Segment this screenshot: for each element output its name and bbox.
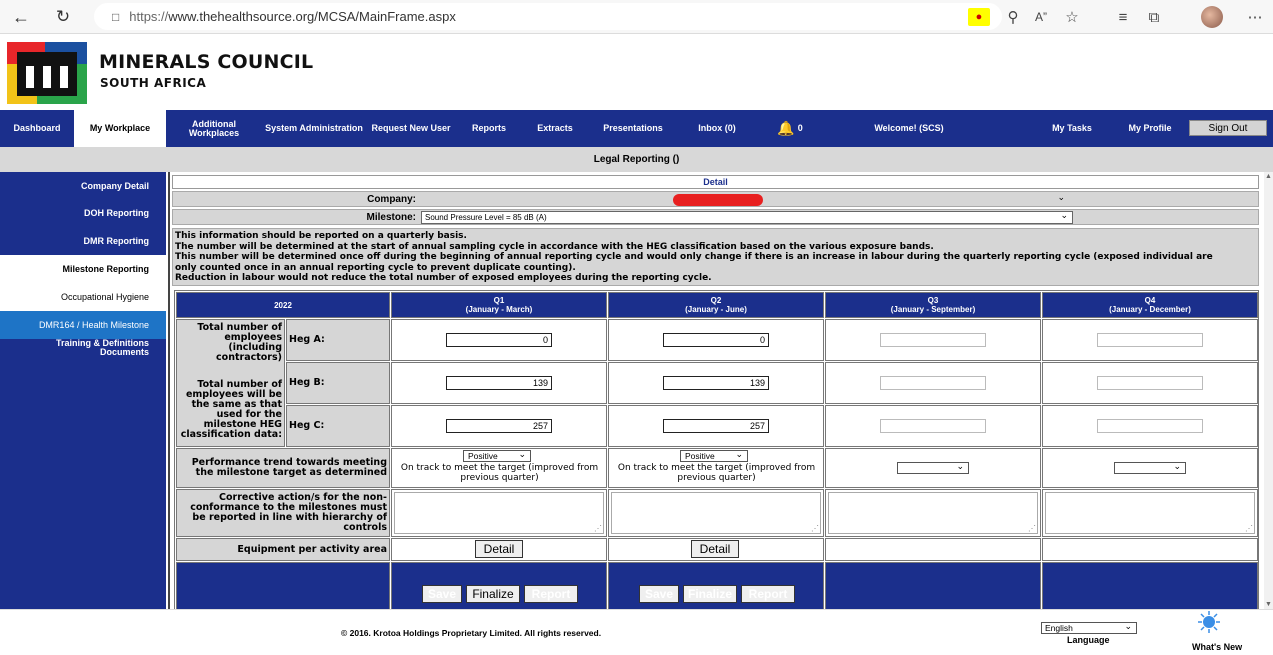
q2-heg-a-cell — [608, 319, 824, 361]
q3-actions-cell — [825, 562, 1041, 609]
heg-c-cell — [286, 405, 390, 447]
nav-additional-line2: Workplaces — [188, 127, 240, 138]
q3-heg-c-cell — [825, 405, 1041, 447]
actions-blank-cell — [176, 562, 390, 609]
q2-trend-cell — [608, 448, 824, 488]
back-icon[interactable]: ← — [12, 6, 30, 27]
q1-heg-a-input[interactable]: 0 — [446, 333, 552, 347]
milestone-value: Sound Pressure Level = 85 dB (A) — [425, 213, 547, 222]
info-line: This number will be determined once off during the beginning of annual reporting cycle and would only change if there is an increase in labour during the quarterly reporting cycle (exposed individual are — [175, 252, 1213, 262]
info-text-box — [172, 228, 1259, 286]
logo-subtitle: SOUTH AFRICA — [100, 76, 207, 90]
q1-trend-text: On track to meet the target (improved from previous quarter) — [400, 463, 599, 483]
q3-trend-cell — [825, 448, 1041, 488]
main-content — [168, 172, 1263, 609]
header-logo-area — [0, 34, 1273, 110]
redacted-company-name — [673, 194, 763, 206]
nav-extracts[interactable]: Extracts — [537, 123, 573, 133]
sidebar-item-training[interactable] — [0, 339, 166, 361]
info-line: The number will be determined at the start of annual sampling cycle in accordance with the HEG classification based on the various exposure bands. — [175, 241, 934, 252]
q2-heg-c-input[interactable]: 257 — [663, 419, 769, 433]
favorites-icon[interactable]: ≡ — [1118, 8, 1128, 26]
chevron-down-icon: ⌄ — [518, 449, 526, 459]
q2-detail-button[interactable]: Detail — [691, 540, 739, 558]
chevron-down-icon: ⌄ — [1124, 621, 1132, 631]
sign-out-button[interactable]: Sign Out — [1189, 120, 1267, 136]
q4-heg-c-input[interactable] — [1097, 419, 1203, 433]
q4-title: Q4 — [1144, 296, 1156, 305]
q2-heg-c-cell — [608, 405, 824, 447]
browser-toolbar — [0, 0, 1273, 34]
q1-finalize-button[interactable]: Finalize — [466, 585, 520, 603]
profile-avatar[interactable] — [1201, 6, 1223, 28]
resize-grip-icon: ⋰ — [594, 524, 602, 533]
q2-heg-a-input[interactable]: 0 — [663, 333, 769, 347]
q1-report-button[interactable]: Report — [524, 585, 578, 603]
total-employees-label-cell — [176, 319, 285, 447]
q4-corrective-cell — [1042, 489, 1258, 537]
q4-trend-select[interactable] — [1114, 462, 1186, 474]
heg-a-cell — [286, 319, 390, 361]
q1-equipment-cell — [391, 538, 607, 561]
q3-corrective-cell — [825, 489, 1041, 537]
q2-trend-text: On track to meet the target (improved from previous quarter) — [617, 463, 816, 483]
year-header — [176, 292, 390, 318]
q1-corrective-cell — [391, 489, 607, 537]
url-protocol: https:// — [129, 9, 169, 24]
resize-grip-icon: ⋰ — [1245, 524, 1253, 533]
q4-corrective-textarea[interactable] — [1045, 492, 1255, 534]
q1-actions-cell — [391, 562, 607, 609]
detail-header: Detail — [172, 175, 1259, 189]
chevron-down-icon: ⌄ — [735, 449, 743, 459]
nav-additional-line1: Additional — [192, 118, 236, 129]
sidebar — [0, 172, 166, 609]
sidebar-item-milestone-reporting[interactable]: Milestone Reporting — [0, 255, 166, 283]
performance-label-cell — [176, 448, 390, 488]
collections-icon[interactable]: ⧉ — [1148, 8, 1160, 26]
year-text: 2022 — [274, 300, 292, 310]
equipment-label-cell — [176, 538, 390, 561]
q1-heg-b-cell — [391, 362, 607, 404]
q4-actions-cell — [1042, 562, 1258, 609]
q4-heg-b-input[interactable] — [1097, 376, 1203, 390]
scroll-up-icon[interactable]: ▲ — [1265, 173, 1272, 180]
scroll-down-icon[interactable]: ▼ — [1265, 601, 1272, 608]
nav-request-new-user[interactable]: Request New User — [371, 123, 451, 133]
info-line: This information should be reported on a quarterly basis. — [175, 231, 467, 241]
favorite-add-icon[interactable]: ☆ — [1065, 9, 1079, 26]
performance-label: Performance trend towards meeting the milestone target as determined — [191, 457, 387, 478]
q3-title: Q3 — [927, 296, 939, 305]
sidebar-training-line1: Training & Definitions — [55, 338, 149, 348]
total-employees-label-2: Total number of employees will be the same as that used for the milestone HEG classification data: — [180, 379, 282, 440]
q2-header — [608, 292, 824, 318]
heg-c-label: Heg C: — [289, 420, 325, 431]
nav-system-administration[interactable]: System Administration — [265, 123, 363, 133]
q1-heg-c-cell — [391, 405, 607, 447]
q2-title: Q2 — [710, 296, 722, 305]
main-navbar — [0, 110, 1273, 147]
q1-header — [391, 292, 607, 318]
sidebar-item-dmr-reporting[interactable]: DMR Reporting — [83, 236, 149, 246]
q2-actions-cell — [608, 562, 824, 609]
nav-presentations[interactable]: Presentations — [603, 123, 663, 133]
q4-trend-cell — [1042, 448, 1258, 488]
content-scrollbar[interactable] — [1264, 172, 1273, 609]
q1-trend-value: Positive — [468, 451, 498, 461]
nav-inbox[interactable]: Inbox (0) — [698, 123, 736, 133]
q1-heg-a-cell — [391, 319, 607, 361]
chevron-down-icon: ⌄ — [956, 461, 964, 471]
url-text: www.thehealthsource.org/MCSA/MainFrame.aspx — [168, 9, 456, 24]
language-label: Language — [1067, 635, 1110, 645]
q2-heg-b-cell — [608, 362, 824, 404]
total-employees-label-1: Total number of employees (including contractors) — [197, 322, 282, 363]
company-label: Company: — [367, 194, 416, 205]
bell-count: 0 — [797, 123, 803, 133]
q3-range: (January - September) — [890, 305, 976, 314]
page-info-icon[interactable]: □ — [112, 9, 120, 24]
key-icon[interactable]: ⚲ — [1007, 9, 1019, 26]
nav-my-tasks[interactable]: My Tasks — [1052, 123, 1092, 133]
read-aloud-icon[interactable]: A” — [1035, 10, 1047, 24]
sidebar-item-doh-reporting[interactable]: DOH Reporting — [84, 208, 149, 218]
resize-grip-icon: ⋰ — [1028, 524, 1036, 533]
q4-range: (January - December) — [1109, 305, 1191, 314]
sidebar-item-occupational-hygiene[interactable]: Occupational Hygiene — [0, 283, 166, 311]
q1-heg-c-input[interactable]: 257 — [446, 419, 552, 433]
info-line: only counted once in an annual reporting cycle to prevent duplicate counting). — [175, 262, 576, 273]
milestone-select[interactable] — [421, 211, 1073, 224]
page-title: Legal Reporting () — [0, 147, 1273, 172]
sidebar-item-company-detail[interactable]: Company Detail — [80, 181, 149, 191]
footer — [0, 609, 1273, 655]
minerals-council-logo-icon — [7, 42, 87, 104]
q1-trend-select[interactable] — [463, 450, 531, 462]
address-bar[interactable] — [94, 3, 1002, 30]
nav-my-workplace[interactable]: My Workplace — [74, 110, 166, 147]
q4-heg-c-cell — [1042, 405, 1258, 447]
company-select[interactable] — [423, 193, 1069, 206]
sidebar-training-line2: Documents — [99, 347, 149, 357]
q2-corrective-textarea[interactable] — [611, 492, 821, 534]
q3-heg-a-cell — [825, 319, 1041, 361]
language-value: English — [1045, 623, 1073, 633]
q2-trend-select[interactable] — [680, 450, 748, 462]
q4-equipment-cell — [1042, 538, 1258, 561]
nav-notifications[interactable] — [772, 110, 808, 147]
corrective-label-cell — [176, 489, 390, 537]
milestone-row — [172, 209, 1259, 225]
copyright-text: © 2016. Krotoa Holdings Proprietary Limited. All rights reserved. — [341, 628, 602, 638]
refresh-icon[interactable]: ↻ — [55, 7, 71, 26]
nav-dashboard[interactable]: Dashboard — [13, 123, 61, 133]
q2-trend-value: Positive — [685, 451, 715, 461]
extension-icon[interactable]: ● — [968, 8, 990, 26]
q1-save-button[interactable]: Save — [422, 585, 462, 603]
q2-finalize-button[interactable]: Finalize — [683, 585, 737, 603]
chevron-down-icon: ⌄ — [1060, 210, 1068, 220]
heg-b-label: Heg B: — [289, 377, 325, 388]
q4-header — [1042, 292, 1258, 318]
q3-heg-a-input[interactable] — [880, 333, 986, 347]
q2-report-button[interactable]: Report — [741, 585, 795, 603]
whats-new-link[interactable]: What's New — [1192, 642, 1243, 652]
q3-heg-b-cell — [825, 362, 1041, 404]
nav-additional-workplaces[interactable] — [180, 110, 248, 147]
q4-heg-a-input[interactable] — [1097, 333, 1203, 347]
corrective-label: Corrective action/s for the non-conformance to the milestones must be reported in line with hierarchy of controls — [190, 492, 387, 533]
q1-range: (January - March) — [465, 305, 533, 314]
chevron-down-icon: ⌄ — [1057, 192, 1065, 202]
company-row — [172, 191, 1259, 207]
q3-header — [825, 292, 1041, 318]
milestone-grid — [174, 290, 1259, 609]
sidebar-item-dmr164[interactable]: DMR164 / Health Milestone — [0, 311, 166, 339]
q4-heg-b-cell — [1042, 362, 1258, 404]
nav-my-profile[interactable]: My Profile — [1128, 123, 1172, 133]
q2-corrective-cell — [608, 489, 824, 537]
q2-range: (January - June) — [685, 305, 747, 314]
q1-detail-button[interactable]: Detail — [475, 540, 523, 558]
heg-a-label: Heg A: — [289, 334, 325, 345]
equipment-label: Equipment per activity area — [237, 544, 387, 555]
welcome-text: Welcome! (SCS) — [874, 123, 944, 133]
info-line: Reduction in labour would not reduce the total number of exposed employees during the reporting cycle. — [175, 273, 712, 283]
whats-new-icon[interactable] — [1198, 611, 1220, 633]
q3-corrective-textarea[interactable] — [828, 492, 1038, 534]
more-icon[interactable]: ⋯ — [1247, 9, 1263, 26]
language-select[interactable] — [1041, 622, 1137, 634]
q2-equipment-cell — [608, 538, 824, 561]
q1-heg-b-input[interactable]: 139 — [446, 376, 552, 390]
q3-heg-b-input[interactable] — [880, 376, 986, 390]
q3-trend-select[interactable] — [897, 462, 969, 474]
q1-title: Q1 — [493, 296, 505, 305]
q2-heg-b-input[interactable]: 139 — [663, 376, 769, 390]
milestone-label: Milestone: — [366, 212, 416, 223]
q4-heg-a-cell — [1042, 319, 1258, 361]
resize-grip-icon: ⋰ — [811, 524, 819, 533]
nav-reports[interactable]: Reports — [471, 123, 506, 133]
q3-equipment-cell — [825, 538, 1041, 561]
q1-trend-cell — [391, 448, 607, 488]
bell-icon: 🔔 — [777, 120, 795, 136]
q3-heg-c-input[interactable] — [880, 419, 986, 433]
chevron-down-icon: ⌄ — [1173, 461, 1181, 471]
heg-b-cell — [286, 362, 390, 404]
q2-save-button[interactable]: Save — [639, 585, 679, 603]
logo-title: MINERALS COUNCIL — [99, 51, 314, 73]
q1-corrective-textarea[interactable] — [394, 492, 604, 534]
